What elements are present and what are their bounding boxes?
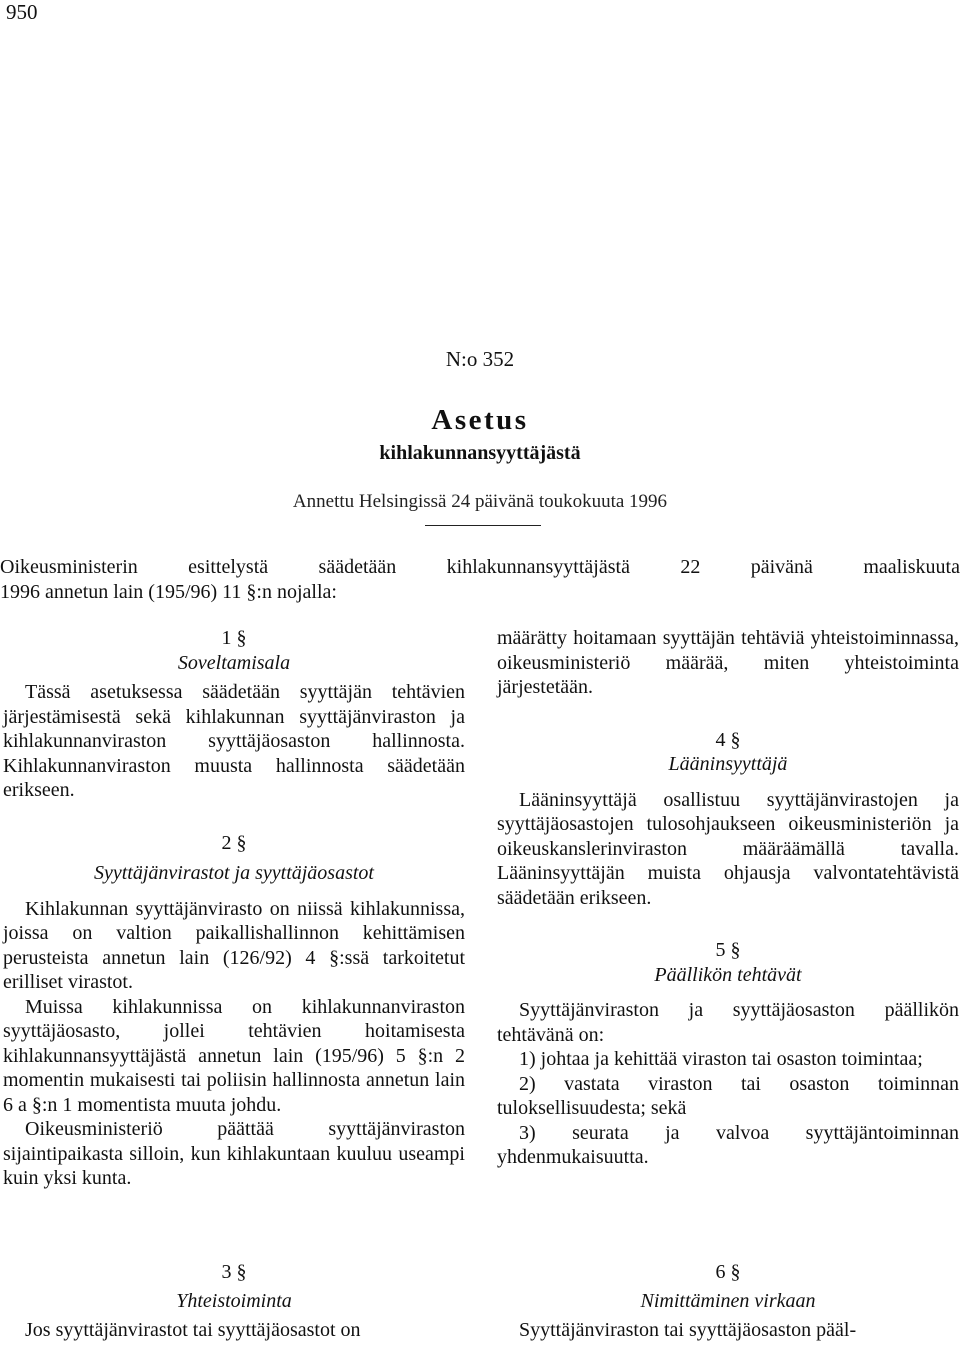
- page-number: 950: [6, 0, 38, 24]
- preamble-word: päivänä: [750, 556, 813, 578]
- section-5-item-2: 2) vastata viraston tai osaston toiminnan tuloksellisuudesta; sekä: [497, 1072, 959, 1119]
- section-2-paragraph-3: Oikeusministeriö päättää syyttäjänviraston sijaintipaikasta silloin, kun kihlakuntaan kuuluu useampi kuin yksi kunta.: [3, 1118, 465, 1189]
- section-4-number: 4 §: [715, 728, 741, 751]
- section-5-title: Päällikön tehtävät: [654, 963, 802, 986]
- section-2-paragraph-1: Kihlakunnan syyttäjänvirasto on niissä kihlakunnissa, joissa on valtion paikallishallinnon kehittämisen perusteista annetun lain (126/92) 4 §:ssä tarkoitetut erilliset virastot.: [3, 897, 465, 993]
- section-2-title: Syyttäjänvirastot ja syyttäjäosastot: [94, 862, 374, 884]
- preamble-word: 22: [680, 556, 701, 578]
- section-1-text: Tässä asetuksessa säädetään syyttäjän tehtävien järjestämisestä sekä kihlakunnan syyttäjänviraston ja kihlakunnanviraston syyttäjäosaston hallinnosta. Kihlakunnanviraston muusta hallinnosta säädetään erikseen.: [3, 681, 465, 801]
- issue-date: Annettu Helsingissä 24 päivänä toukokuuta 1996: [292, 491, 668, 512]
- section-6-title: Nimittäminen virkaan: [640, 1289, 816, 1312]
- preamble-word: maaliskuuta: [863, 556, 960, 578]
- section-3-number: 3 §: [221, 1261, 247, 1283]
- preamble-line-1: [0, 555, 960, 580]
- preamble: [0, 555, 960, 605]
- section-6-text: Syyttäjänviraston tai syyttäjäosaston pääl-: [519, 1319, 857, 1341]
- section-1-number: 1 §: [221, 627, 247, 649]
- section-5-number: 5 §: [715, 939, 741, 961]
- preamble-line-2: 1996 annetun lain (195/96) 11 §:n nojalla:: [0, 581, 337, 603]
- section-5-item-1: 1) johtaa ja kehittää viraston tai osaston toimintaa;: [519, 1048, 923, 1070]
- preamble-word: kihlakunnansyyttäjästä: [446, 556, 630, 578]
- section-3-continuation: määrätty hoitamaan syyttäjän tehtäviä yhteistoiminnassa, oikeusministeriö määrää, miten yhteistoiminta järjestetään.: [497, 627, 959, 698]
- document-subtitle: kihlakunnansyyttäjästä: [379, 442, 581, 464]
- preamble-word: säädetään: [318, 556, 397, 578]
- preamble-word: esittelystä: [188, 556, 269, 578]
- section-6-block: [497, 1260, 959, 1343]
- section-5-item-3: 3) seurata ja valvoa syyttäjäntoiminnan yhdenmukaisuutta.: [497, 1121, 959, 1168]
- section-4-title: Lääninsyyttäjä: [668, 753, 788, 775]
- preamble-word: Oikeusministerin: [0, 556, 138, 578]
- section-6-number: 6 §: [715, 1261, 741, 1283]
- section-3-text: Jos syyttäjänvirastot tai syyttäjäosastot on: [25, 1319, 361, 1341]
- section-5-intro: Syyttäjänviraston ja syyttäjäosaston päällikön tehtävänä on:: [497, 999, 959, 1046]
- statute-number: N:o 352: [445, 347, 515, 371]
- right-column: [497, 626, 959, 1170]
- section-3-title: Yhteistoiminta: [176, 1289, 292, 1312]
- document-title: Asetus: [431, 404, 529, 436]
- left-column: [3, 626, 465, 1191]
- section-1-title: Soveltamisala: [177, 651, 291, 674]
- section-2-number: 2 §: [221, 831, 247, 854]
- section-3-block: [3, 1260, 465, 1343]
- section-2-paragraph-2: Muissa kihlakunnissa on kihlakunnanviraston syyttäjäosasto, jollei tehtävien hoitamisesta kihlakunnansyyttäjästä annetun lain (195/96) 5 §:n 2 momentin mukaisesti tai poliisin hallinnosta annetun lain 6 a §:n 1 momentista muuta johdu.: [3, 995, 465, 1116]
- title-divider: [425, 525, 541, 526]
- section-4-text: Lääninsyyttäjä osallistuu syyttäjänvirastojen ja syyttäjäosastojen tulosohjaukseen oikeusministeriön ja oikeuskanslerinviraston määräämällä tavalla. Lääninsyyttäjän muista ohjausja valvontatehtävistä säädetään erikseen.: [497, 788, 959, 909]
